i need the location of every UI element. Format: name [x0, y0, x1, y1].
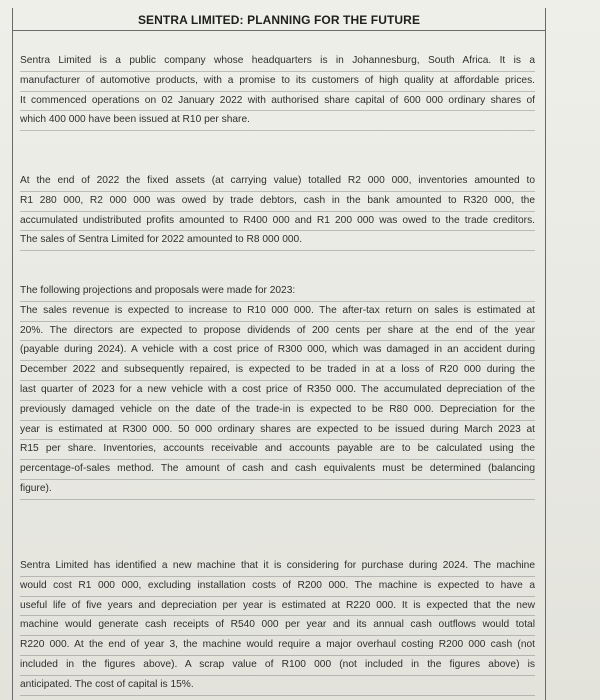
text-line: It commenced operations on 02 January 2022 with authorised share capital of 600 000 ordinary shares of	[20, 92, 535, 112]
table-border-right	[545, 8, 546, 700]
text-line: At the end of 2022 the fixed assets (at carrying value) totalled R2 000 000, inventories amounted to	[20, 172, 535, 192]
text-line: would cost R1 000 000, excluding installation costs of R200 000. The machine is expected to have a	[20, 577, 535, 597]
text-line: (payable during 2024). A vehicle with a cost price of R300 000, which was damaged in an accident during	[20, 341, 535, 361]
text-line: last quarter of 2023 for a new vehicle with a cost price of R350 000. The accumulated depreciation of the	[20, 381, 535, 401]
text-line: Sentra Limited is a public company whose headquarters is in Johannesburg, South Africa. It is a	[20, 52, 535, 72]
text-line: The sales of Sentra Limited for 2022 amounted to R8 000 000.	[20, 231, 535, 251]
paragraph-2022-financials	[20, 172, 535, 251]
table-border-left	[12, 8, 13, 700]
text-line: accumulated undistributed profits amounted to R400 000 and R1 200 000 was owed to the trade creditors.	[20, 212, 535, 232]
paragraph-new-machine	[20, 557, 535, 696]
text-line: Sentra Limited has identified a new machine that it is considering for purchase during 2024. The machine	[20, 557, 535, 577]
text-line: which 400 000 have been issued at R10 per share.	[20, 111, 535, 131]
paragraph-company-overview	[20, 52, 535, 131]
document-title: SENTRA LIMITED: PLANNING FOR THE FUTURE	[137, 13, 421, 27]
text-line: anticipated. The cost of capital is 15%.	[20, 676, 535, 696]
text-line: year is estimated at R300 000. 50 000 ordinary shares are expected to be issued during March 2023 at	[20, 421, 535, 441]
text-line: percentage-of-sales method. The amount of cash and cash equivalents must be determined (balancing	[20, 460, 535, 480]
paragraph-2023-projections	[20, 282, 535, 500]
text-line: figure).	[20, 480, 535, 500]
text-line: December 2022 and subsequently repaired, is expected to be traded in at a loss of R20 000 during the	[20, 361, 535, 381]
text-line: included in the figures above). A scrap value of R100 000 (not included in the figures above) is	[20, 656, 535, 676]
text-line: The sales revenue is expected to increase to R10 000 000. The after-tax return on sales is estimated at	[20, 302, 535, 322]
text-line: useful life of five years and depreciation per year is estimated at R220 000. It is expected that the new	[20, 597, 535, 617]
text-line: 20%. The directors are expected to propose dividends of 200 cents per share at the end of the year	[20, 322, 535, 342]
text-line: machine would generate cash receipts of R540 000 per year and its annual cash outflows would total	[20, 616, 535, 636]
text-line: manufacturer of automotive products, with a promise to its customers of high quality at affordable prices.	[20, 72, 535, 92]
text-line: The following projections and proposals were made for 2023:	[20, 282, 535, 302]
text-line: R1 280 000, R2 000 000 was owed by trade debtors, cash in the bank amounted to R320 000, the	[20, 192, 535, 212]
text-line: R220 000. At the end of year 3, the machine would require a major overhaul costing R200 000 cash (not	[20, 636, 535, 656]
text-line: previously damaged vehicle on the date of the trade-in is expected to be R80 000. Depreciation for the	[20, 401, 535, 421]
text-line: R15 per share. Inventories, accounts receivable and accounts payable are to be calculated using the	[20, 440, 535, 460]
title-cell	[12, 8, 546, 31]
